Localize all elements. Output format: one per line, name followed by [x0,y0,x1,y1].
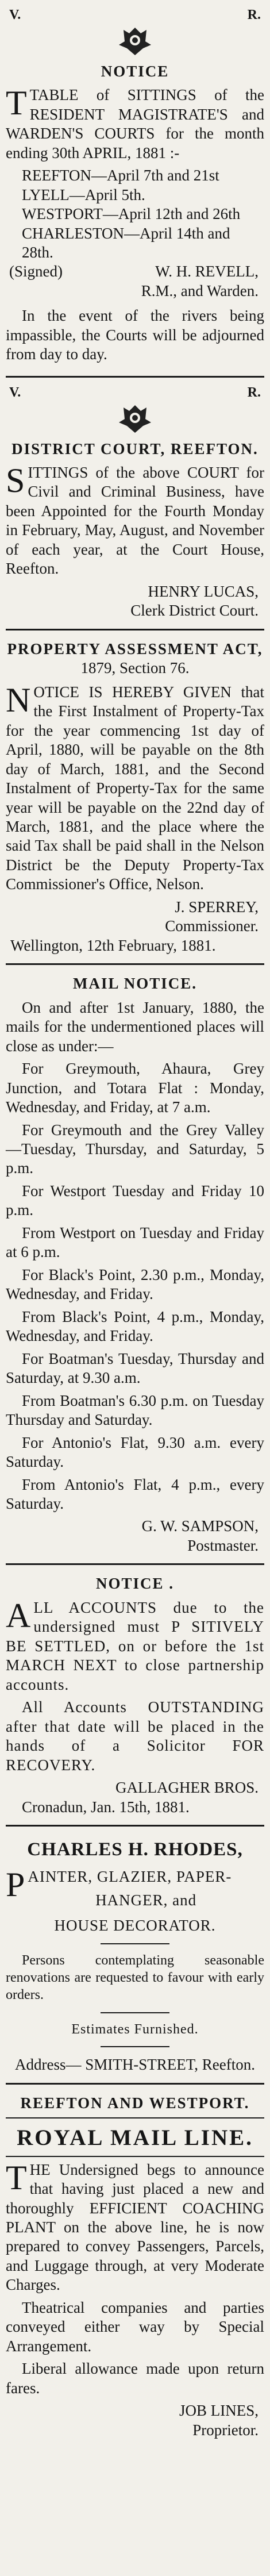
signed-title: Proprietor. [192,2421,259,2439]
royal-mail-advert [6,2087,264,2444]
sittings-notice [6,2,264,372]
sittings-footnote: In the event of the rivers being impassible, the Courts will be adjourned from day to day. [6,307,264,363]
signed-title: Commissioner. [165,917,259,935]
dateline: Wellington, 12th February, 1881. [10,936,216,954]
mail-item: For Antonio's Flat, 9.30 a.m. every Saturday. [6,1433,264,1471]
cipher-v: V. [9,7,21,22]
sitting-item: REEFTON—April 7th and 21st [22,167,219,184]
property-tax-body: NOTICE IS HEREBY GIVEN that the First Instalment of Property-Tax for the year commencing 1st day of April, 1880, will be payable on the 8th day of March, 1881, and the Second Instalment of Property-Tax for the same year will be payable on the 22nd day of March, 1881, and the place where the said Tax shall be paid shall in the Nelson District be the Deputy Property-Tax Commissioner's Office, Nelson. [6,680,264,893]
signed-title: Clerk District Court. [130,602,259,620]
notice-heading: NOTICE [101,62,169,80]
mail-item: For Greymouth and the Grey Valley —Tuesday, Thursday, and Saturday, 5 p.m. [6,1121,264,1177]
drop-letter: N [6,680,31,719]
drop-letter: T [6,2158,27,2197]
accounts-heading: NOTICE . [95,1575,175,1593]
drop-letter: S [6,462,25,499]
signed-name: GALLAGHER BROS. [115,1779,259,1797]
divider [6,376,264,378]
sitting-item: WESTPORT—April 12th and 26th [22,205,241,223]
trade-line-1: AINTER, GLAZIER, PAPER- [28,1867,232,1885]
signature-line [6,262,264,281]
rhodes-address: Address— SMITH-STREET, Reefton. [15,2056,255,2074]
signed-title: Postmaster. [187,1536,259,1554]
royal-crest-icon [111,402,159,436]
trade-line-2: HANGER, and [95,1891,197,1909]
drop-letter: T [6,84,27,122]
royal-mail-body: THE Undersigned begs to announce that having just placed a new and thoroughly EFFICIENT COACHING PLANT on the above line, he is now prepared to convey Passengers, Parcels, and Luggage through, at very Moderate Charges. [6,2158,264,2294]
royal-cipher [6,7,264,24]
district-court-heading: DISTRICT COURT, REEFTON. [11,440,259,457]
rhodes-heading: CHARLES H. RHODES, [27,1839,243,1860]
property-tax-heading: PROPERTY ASSESSMENT ACT, [7,640,263,658]
mail-notice-intro: On and after 1st January, 1880, the mails for the undermentioned places will close as under:— [6,998,264,1055]
divider [101,1943,169,1944]
divider [101,2046,169,2047]
signed-name: J. SPERREY, [175,898,259,916]
divider [6,2117,264,2119]
signed-name: JOB LINES, [179,2402,259,2420]
newspaper-column [6,0,264,2444]
divider [6,963,264,965]
divider [6,2083,264,2085]
signed-title: R.M., and Warden. [141,282,259,299]
trade-line-3: HOUSE DECORATOR. [54,1916,216,1934]
district-court-body: SITTINGS of the above COURT for Civil and Criminal Business, have been Appointed for the Fourth Monday in February, May, August, and November of each year, at the Court House, Reefton. [6,462,264,578]
sittings-body: TTABLE of SITTINGS of the RESIDENT MAGISTRATE'S and WARDEN'S COURTS for the month ending 30th APRIL, 1881 :- [6,84,264,162]
cipher-r: R. [247,7,261,22]
divider [6,1825,264,1827]
rhodes-estimates: Estimates Furnished. [71,2021,199,2037]
royal-mail-body-3: Liberal allowance made upon return fares. [6,2360,264,2397]
divider [6,1563,264,1565]
mail-item: From Westport on Tuesday and Friday at 6 p.m. [6,1224,264,1261]
mail-notice-heading: MAIL NOTICE. [72,975,198,993]
accounts-body: ALL ACCOUNTS due to the undersigned must P SITIVELY BE SETTLED, on or before the 1st MARCH NEXT to close partnership accounts. [6,1596,264,1693]
mail-item: For Black's Point, 2.30 p.m., Monday, Wednesday, and Friday. [6,1266,264,1303]
signed-name: HENRY LUCAS, [148,582,259,600]
royal-cipher [6,385,264,402]
cipher-v: V. [9,385,21,400]
property-tax-subheading: 1879, Section 76. [80,659,190,677]
drop-letter: P [6,1865,25,1904]
dateline: Cronadun, Jan. 15th, 1881. [22,1798,190,1816]
mail-item: For Greymouth, Ahaura, Grey Junction, and Totara Flat : Monday, Wednesday, and Friday, at 7 a.m. [6,1060,264,1116]
mail-item: For Boatman's Tuesday, Thursday and Saturday, at 9.30 a.m. [6,1349,264,1387]
sitting-item: CHARLESTON—April 14th and 28th. [22,224,230,261]
cipher-r: R. [247,385,261,400]
sitting-item: LYELL—April 5th. [22,186,145,203]
district-court-notice [6,380,264,625]
signed-name: W. H. REVELL, [155,263,259,280]
royal-crest-icon [111,24,159,59]
divider [6,629,264,630]
mail-item: From Boatman's 6.30 p.m. on Tuesday Thursday and Saturday. [6,1391,264,1429]
rhodes-body: Persons contemplating seasonable renovations are requested to favour with early orders. [6,1953,264,2002]
signed-name: G. W. SAMPSON, [141,1517,259,1535]
divider [101,2012,169,2013]
property-tax-notice [6,633,264,960]
rhodes-advert [6,1829,264,2079]
divider [6,2156,264,2157]
drop-letter: A [6,1596,31,1635]
royal-mail-body-2: Theatrical companies and parties conveyed either way by Special Arrangement. [6,2298,264,2355]
mail-item: From Black's Point, 4 p.m., Monday, Wednesday, and Friday. [6,1308,264,1345]
signed-label: (Signed) [9,263,63,280]
royal-mail-heading: ROYAL MAIL LINE. [17,2125,253,2151]
sittings-list [6,166,264,262]
mail-notice [6,967,264,1560]
mail-item: For Westport Tuesday and Friday 10 p.m. [6,1182,264,1219]
accounts-notice [6,1567,264,1821]
mail-item: From Antonio's Flat, 4 p.m., every Saturday. [6,1475,264,1512]
accounts-body-2: All Accounts OUTSTANDING after that date will be placed in the hands of a Solicitor FOR RECOVERY. [6,1698,264,1774]
royal-mail-route: REEFTON AND WESTPORT. [20,2094,250,2112]
rhodes-trade [6,1867,264,1935]
